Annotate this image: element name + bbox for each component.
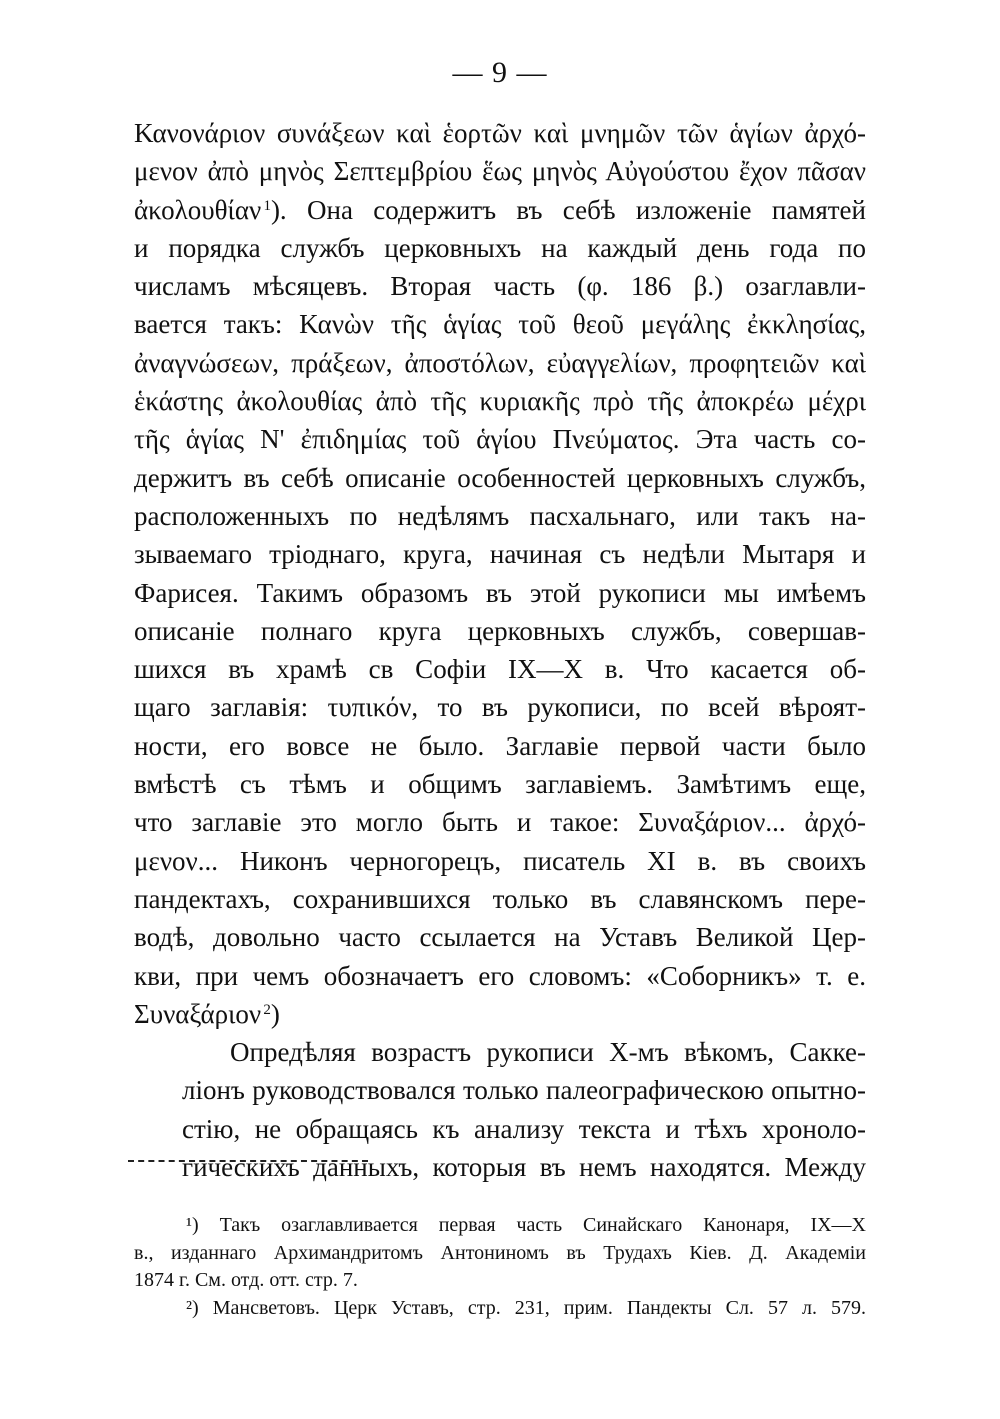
text-line: [134, 191, 866, 229]
text-line: τῆς ἁγίας Ν' ἐπιδημίας τοῦ ἁγίου Πνεύματος. Эта часть со-: [134, 424, 866, 455]
text-line: [134, 995, 866, 1033]
paragraph-second: [134, 1033, 866, 1186]
text-line: гическихъ данныхъ, которыя въ немъ находятся. Между: [182, 1152, 866, 1183]
text-line: Опредѣляя возрастъ рукописи X-мъ вѣкомъ, Сакке-: [230, 1037, 866, 1068]
footnote-text: Мансветовъ. Церк Уставъ, стр. 231, прим. Пандекты Сл. 57 л. 579.: [212, 1296, 866, 1319]
greek-word: Συναξάριον: [134, 998, 262, 1029]
footnote-2-line: [134, 1295, 866, 1323]
text-line: что заглавіе это могло быть и такое: Συναξάριον... ἀρχό-: [134, 807, 866, 838]
text-line: описаніе полнаго круга церковныхъ службъ, совершав-: [134, 615, 866, 646]
text-line: пандектахъ, сохранившихся только въ славянскомъ пере-: [134, 883, 866, 914]
text-line: вмѣстѣ съ тѣмъ и общимъ заглавіемъ. Замѣтимъ еще,: [134, 769, 866, 800]
text-line: зываемаго тріоднаго, круга, начиная съ недѣли Мытаря и: [134, 539, 866, 570]
text-line: Κανονάριον συνάξεων καὶ ἑορτῶν καὶ μνημῶν τῶν ἁγίων ἀρχό-: [134, 118, 866, 148]
text-line: μενον ἀπὸ μηνὸς Σεπτεμβρίου ἕως μηνὸς Αὐγούστου ἔχον πᾶσαν: [134, 156, 866, 187]
text-line: ἀναγνώσεων, πράξεων, ἀποστόλων, εὐαγγελίων, προφητειῶν καὶ: [134, 347, 866, 378]
footnote-mark: ²): [186, 1296, 199, 1319]
text-line: вается такъ: Κανὼν τῆς ἁγίας τοῦ θεοῦ μεγάλης ἐκκλησίας,: [134, 309, 866, 340]
footnote-ref-2: 2: [263, 1001, 271, 1018]
footnote-text: Такъ озаглавливается первая часть Синайскаго Канонаря, IX—X: [219, 1214, 866, 1236]
footnote-1-line: 1874 г. См. отд. отт. стр. 7.: [134, 1269, 358, 1291]
footnotes: [134, 1212, 866, 1322]
main-text: [134, 114, 866, 1186]
text-line: щаго заглавія: τυπικόν, то въ рукописи, по всей вѣроят-: [134, 692, 866, 723]
footnote-mark: ¹): [186, 1214, 199, 1236]
text-line: расположенныхъ по недѣлямъ пасхальнаго, или такъ на-: [134, 500, 866, 531]
text-line: ἑκάστης ἀκολουθίας ἀπὸ τῆς κυριακῆς πρὸ τῆς ἀποκρέω μέχρι: [134, 386, 866, 417]
line-rest: ). Она содержитъ въ себѣ изложеніе памятей: [270, 194, 866, 225]
text-line: кви, при чемъ обозначаетъ его словомъ: «Соборникъ» т. е.: [134, 960, 866, 991]
text-line: водѣ, довольно часто ссылается на Уставъ Великой Цер-: [134, 922, 866, 953]
greek-phrase: ἀκολουθίαν: [134, 194, 262, 225]
footnote-1-line: в., изданнаго Архимандритомъ Антониномъ въ Трудахъ Кіев. Д. Академіи: [134, 1241, 866, 1264]
text-line: ліонъ руководствовался только палеографическою опытно-: [182, 1075, 866, 1106]
paragraph-continued: [134, 114, 866, 1033]
footnote-ref-1: 1: [263, 197, 271, 214]
text-line: μενον... Никонъ черногорецъ, писатель XI в. въ своихъ: [134, 845, 866, 876]
text-line: ности, его вовсе не было. Заглавіе первой части было: [134, 730, 866, 761]
text-line: и порядка службъ церковныхъ на каждый день года по: [134, 232, 866, 263]
text-line: стію, не обращаясь къ анализу текста и тѣхъ хроноло-: [182, 1113, 866, 1144]
text-line: числамъ мѣсяцевъ. Вторая часть (φ. 186 β.) озаглавли-: [134, 271, 866, 302]
line-rest: ): [270, 998, 280, 1029]
text-line: держитъ въ себѣ описаніе особенностей церковныхъ службъ,: [134, 462, 866, 493]
footnote-1-line: [134, 1212, 866, 1240]
page-number: — 9 —: [452, 56, 548, 89]
text-line: Фарисея. Такимъ образомъ въ этой рукописи мы имѣемъ: [134, 577, 866, 608]
footnote-divider: [128, 1160, 368, 1162]
text-line: шихся въ храмѣ св Софіи IX—X в. Что касается об-: [134, 654, 866, 685]
